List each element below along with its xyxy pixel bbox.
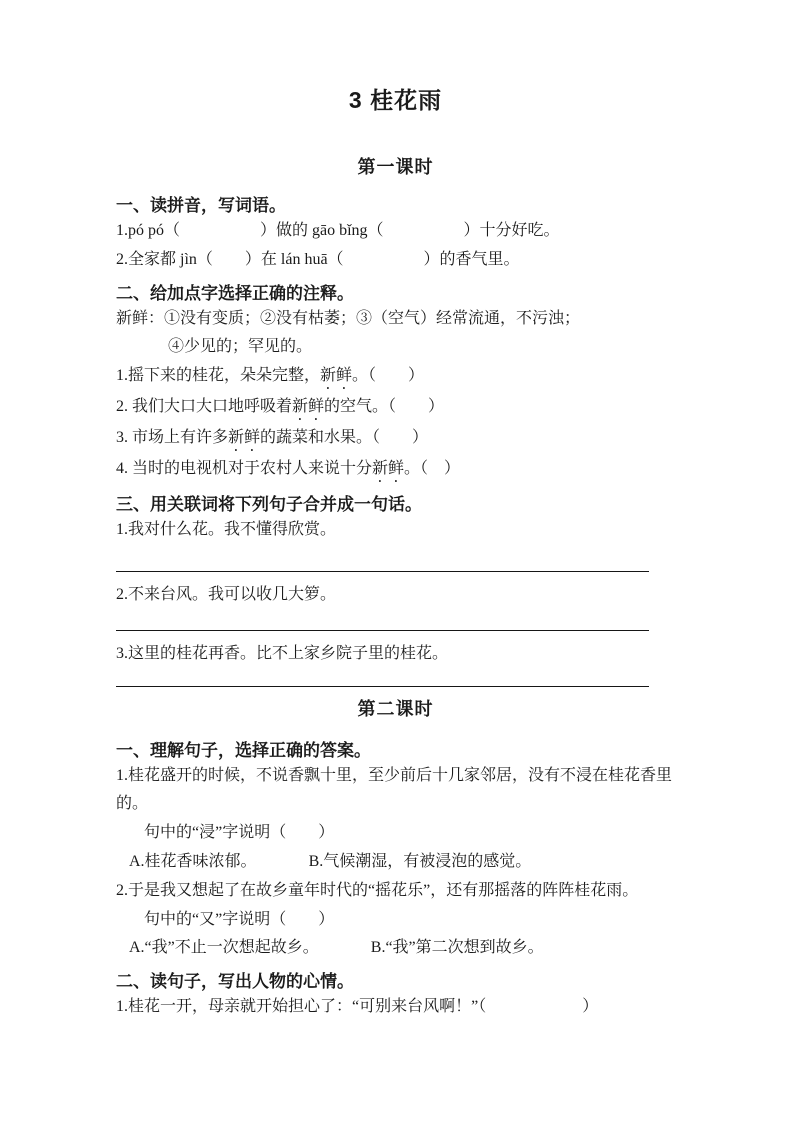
pinyin-question-1: 1.pó pó（ ）做的 gāo bǐng（ ）十分好吃。 bbox=[116, 222, 560, 239]
annotation-question-4 bbox=[116, 455, 675, 486]
section-2-heading: 二、给加点字选择正确的注释。 bbox=[116, 283, 354, 303]
definition-line-1: 新鲜：①没有变质；②没有枯萎；③（空气）经常流通，不污浊； bbox=[116, 309, 581, 327]
section-3-heading: 三、用关联词将下列句子合并成一句话。 bbox=[116, 495, 422, 515]
question-text: 。（ ） bbox=[352, 367, 425, 385]
comprehension-q1-sentence-line2: 的。 bbox=[116, 795, 149, 813]
session-1-heading: 第一课时 bbox=[357, 157, 434, 177]
comprehension-q1-options bbox=[116, 848, 675, 877]
option-b: B.“我”第二次想到故乡。 bbox=[370, 939, 544, 957]
question-text: 4. 当时的电视机对于农村人来说十分 bbox=[116, 460, 373, 478]
section-1-heading: 一、读拼音，写词语。 bbox=[116, 196, 286, 215]
answer-writing-line bbox=[116, 571, 649, 572]
part2-section-1-heading: 一、理解句子，选择正确的答案。 bbox=[116, 740, 371, 760]
option-a: A.“我”不止一次想起故乡。 bbox=[129, 939, 319, 957]
definition-line-2: ④少见的；罕见的。 bbox=[168, 338, 313, 356]
comprehension-q1-sentence-line1: 1.桂花盛开的时候，不说香飘十里，至少前后十几家邻居，没有不浸在桂花香里 bbox=[116, 766, 673, 784]
session-2-heading: 第二课时 bbox=[357, 698, 434, 719]
emphasized-word: 新鲜 bbox=[320, 367, 353, 385]
pinyin-question-2: 2.全家都 jìn（ ）在 lán huā（ ）的香气里。 bbox=[116, 250, 520, 268]
comprehension-q2-prompt: 句中的“又”字说明（ ） bbox=[144, 910, 335, 928]
mood-question-1: 1.桂花一开，母亲就开始担心了：“可别来台风啊！”（ ） bbox=[116, 998, 599, 1016]
emphasized-word: 新鲜 bbox=[372, 460, 405, 478]
combine-sentence-3: 3.这里的桂花再香。比不上家乡院子里的桂花。 bbox=[116, 644, 449, 662]
comprehension-q2-options bbox=[116, 934, 675, 963]
question-text: 。（ ） bbox=[404, 460, 461, 478]
option-a: A.桂花香味浓郁。 bbox=[129, 852, 257, 870]
combine-sentence-1: 1.我对什么花。我不懂得欣赏。 bbox=[116, 521, 337, 539]
question-text: 1.摇下来的桂花，朵朵完整， bbox=[116, 367, 321, 385]
question-text: 3. 市场上有许多 bbox=[116, 429, 229, 447]
answer-writing-line bbox=[116, 630, 649, 631]
emphasized-word: 新鲜 bbox=[292, 398, 325, 416]
question-text: 的蔬菜和水果。（ ） bbox=[260, 429, 429, 447]
annotation-question-2 bbox=[116, 393, 675, 424]
question-text: 2. 我们大口大口地呼吸着 bbox=[116, 398, 293, 416]
annotation-question-1 bbox=[116, 362, 675, 393]
comprehension-q2-sentence: 2.于是我又想起了在故乡童年时代的“摇花乐”，还有那摇落的阵阵桂花雨。 bbox=[116, 881, 639, 899]
answer-writing-line bbox=[116, 686, 649, 687]
part2-section-2-heading: 二、读句子，写出人物的心情。 bbox=[116, 972, 354, 992]
page-title: 3 桂花雨 bbox=[348, 87, 443, 113]
combine-sentence-2: 2.不来台风。我可以收几大箩。 bbox=[116, 585, 337, 603]
comprehension-q1-prompt: 句中的“浸”字说明（ ） bbox=[144, 824, 335, 842]
question-text: 的空气。（ ） bbox=[324, 398, 445, 416]
annotation-question-3 bbox=[116, 424, 675, 455]
option-b: B.气候潮湿，有被浸泡的感觉。 bbox=[308, 852, 532, 870]
emphasized-word: 新鲜 bbox=[228, 429, 261, 447]
